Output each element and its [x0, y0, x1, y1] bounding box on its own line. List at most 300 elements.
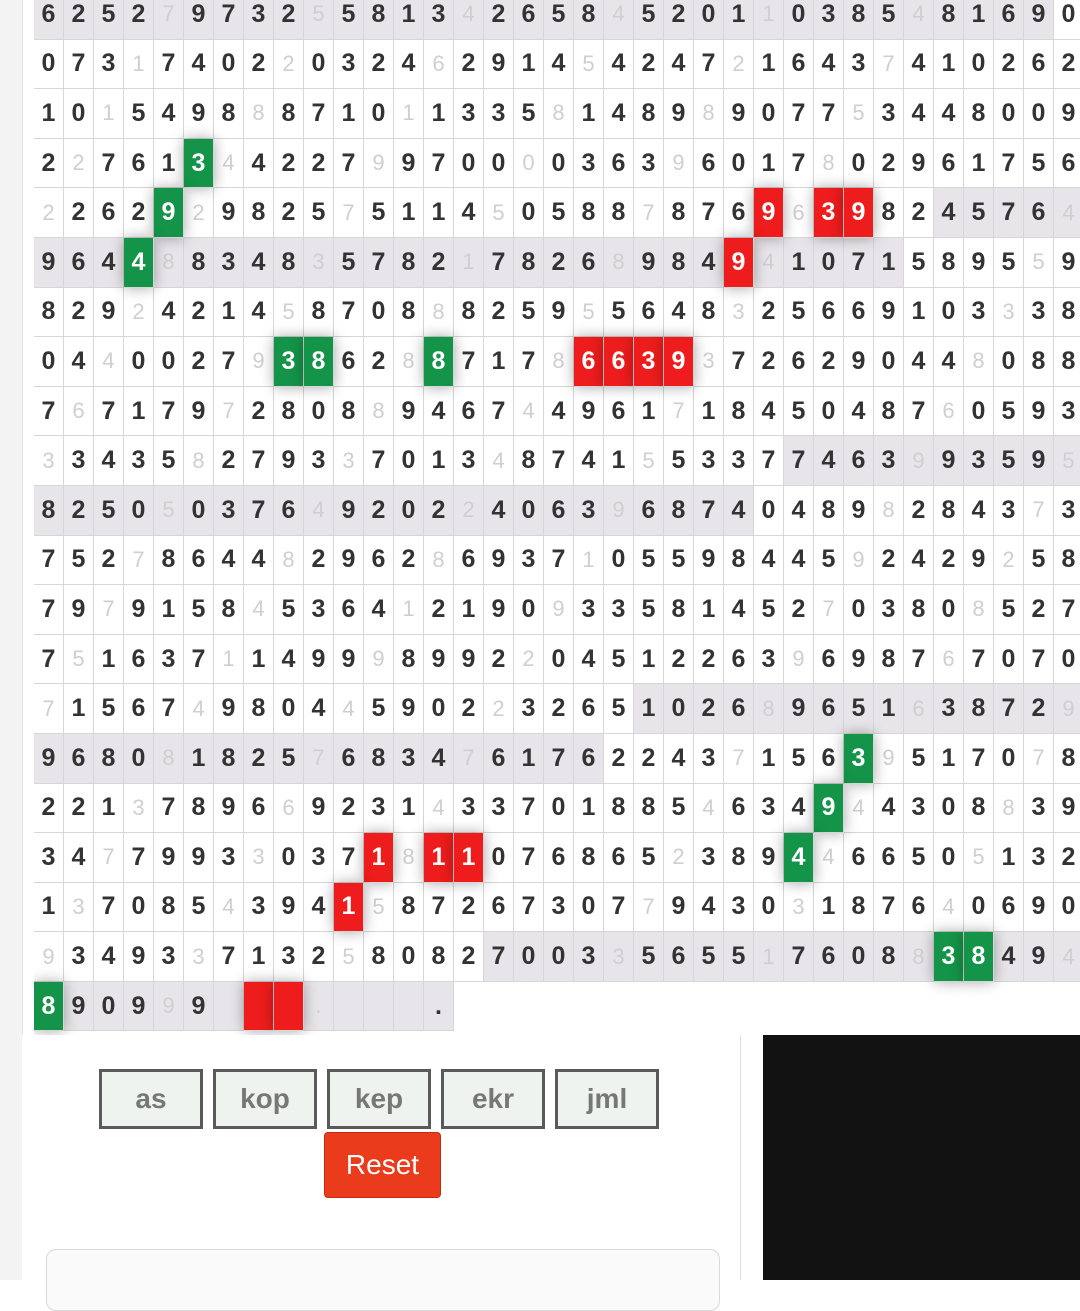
grid-cell[interactable]: 1 [424, 833, 454, 883]
grid-cell[interactable]: 7 [334, 833, 364, 883]
grid-cell[interactable]: 2 [664, 635, 694, 685]
grid-cell[interactable]: 0 [694, 0, 724, 40]
grid-cell[interactable]: 7 [184, 635, 214, 685]
grid-cell[interactable]: 8 [364, 387, 394, 437]
grid-cell[interactable]: 1 [634, 387, 664, 437]
grid-cell[interactable]: 9 [34, 238, 64, 288]
grid-cell[interactable]: 9 [124, 585, 154, 635]
grid-cell[interactable]: 5 [1024, 238, 1054, 288]
grid-cell[interactable]: 4 [604, 89, 634, 139]
grid-cell[interactable]: 2 [124, 0, 154, 40]
grid-cell[interactable]: 8 [994, 784, 1024, 834]
grid-cell[interactable]: 6 [934, 387, 964, 437]
grid-cell[interactable]: 0 [94, 982, 124, 1032]
grid-cell[interactable]: 2 [634, 40, 664, 90]
grid-cell[interactable]: 9 [154, 982, 184, 1032]
grid-cell[interactable]: 6 [184, 536, 214, 586]
grid-cell[interactable]: 8 [574, 188, 604, 238]
grid-cell[interactable]: 2 [994, 536, 1024, 586]
grid-cell[interactable]: 0 [394, 486, 424, 536]
grid-cell[interactable]: 3 [994, 288, 1024, 338]
grid-cell[interactable]: 7 [814, 89, 844, 139]
grid-cell[interactable]: 4 [304, 486, 334, 536]
grid-cell[interactable]: 8 [514, 238, 544, 288]
grid-cell[interactable]: 3 [724, 436, 754, 486]
grid-cell[interactable]: 8 [514, 436, 544, 486]
grid-cell[interactable]: 9 [1024, 932, 1054, 982]
grid-cell[interactable]: 7 [94, 883, 124, 933]
grid-cell[interactable]: 2 [754, 337, 784, 387]
grid-cell[interactable]: 3 [874, 89, 904, 139]
grid-cell[interactable]: 8 [964, 337, 994, 387]
grid-cell[interactable]: 2 [454, 684, 484, 734]
grid-cell[interactable]: 0 [514, 139, 544, 189]
grid-cell[interactable]: 6 [334, 337, 364, 387]
grid-cell[interactable]: 9 [304, 635, 334, 685]
grid-cell[interactable]: 2 [64, 0, 94, 40]
grid-cell[interactable]: 1 [634, 635, 664, 685]
grid-cell[interactable]: 1 [394, 188, 424, 238]
grid-cell[interactable]: 9 [724, 238, 754, 288]
grid-cell[interactable]: 6 [724, 684, 754, 734]
grid-cell[interactable]: 3 [814, 188, 844, 238]
grid-cell[interactable]: 8 [394, 883, 424, 933]
grid-cell[interactable]: 8 [964, 932, 994, 982]
grid-cell[interactable]: 5 [184, 585, 214, 635]
grid-cell[interactable]: 5 [274, 734, 304, 784]
grid-cell[interactable]: 0 [274, 833, 304, 883]
grid-cell[interactable]: 8 [34, 982, 64, 1032]
grid-cell[interactable]: 7 [724, 337, 754, 387]
grid-cell[interactable]: 2 [244, 40, 274, 90]
grid-cell[interactable]: 3 [454, 89, 484, 139]
grid-cell[interactable]: 8 [664, 188, 694, 238]
grid-cell[interactable]: 4 [784, 833, 814, 883]
grid-cell[interactable]: 1 [574, 784, 604, 834]
grid-cell[interactable]: 6 [94, 188, 124, 238]
grid-cell[interactable]: 6 [844, 833, 874, 883]
grid-cell[interactable]: 5 [544, 188, 574, 238]
grid-cell[interactable]: 0 [814, 387, 844, 437]
grid-cell[interactable]: 3 [934, 932, 964, 982]
grid-cell[interactable]: 9 [274, 883, 304, 933]
grid-cell[interactable]: 3 [154, 635, 184, 685]
grid-cell[interactable]: 8 [154, 883, 184, 933]
grid-cell[interactable]: 9 [1024, 436, 1054, 486]
grid-cell[interactable]: 6 [124, 684, 154, 734]
grid-cell[interactable]: 2 [904, 486, 934, 536]
grid-cell[interactable]: 7 [214, 387, 244, 437]
grid-cell[interactable]: 7 [454, 337, 484, 387]
grid-cell[interactable]: 1 [424, 188, 454, 238]
grid-cell[interactable]: 2 [484, 684, 514, 734]
grid-cell[interactable]: 8 [934, 486, 964, 536]
grid-cell[interactable]: 1 [874, 238, 904, 288]
grid-cell[interactable]: 4 [754, 238, 784, 288]
grid-cell[interactable]: 3 [694, 833, 724, 883]
grid-cell[interactable]: 8 [154, 238, 184, 288]
grid-cell[interactable]: 8 [964, 684, 994, 734]
grid-cell[interactable]: 8 [604, 238, 634, 288]
grid-cell[interactable]: 3 [964, 436, 994, 486]
grid-cell[interactable]: 3 [784, 883, 814, 933]
grid-cell[interactable]: 7 [994, 139, 1024, 189]
grid-cell[interactable]: 2 [604, 734, 634, 784]
grid-cell[interactable]: 5 [964, 833, 994, 883]
grid-cell[interactable]: 0 [304, 40, 334, 90]
grid-cell[interactable]: 8 [394, 288, 424, 338]
grid-cell[interactable]: 9 [124, 982, 154, 1032]
grid-cell[interactable]: 6 [904, 684, 934, 734]
grid-cell[interactable]: 1 [454, 833, 484, 883]
grid-cell[interactable]: 9 [214, 188, 244, 238]
grid-cell[interactable]: 7 [154, 40, 184, 90]
grid-cell[interactable]: 4 [934, 188, 964, 238]
grid-cell[interactable] [334, 982, 364, 1032]
grid-cell[interactable]: 6 [784, 337, 814, 387]
grid-cell[interactable]: 9 [484, 585, 514, 635]
grid-cell[interactable]: 4 [784, 486, 814, 536]
grid-cell[interactable]: 8 [574, 0, 604, 40]
grid-cell[interactable]: 6 [64, 734, 94, 784]
grid-cell[interactable]: 7 [544, 734, 574, 784]
grid-cell[interactable]: . [304, 982, 334, 1032]
grid-cell[interactable]: 8 [154, 734, 184, 784]
mode-button-kep[interactable]: kep [327, 1069, 431, 1129]
grid-cell[interactable]: 0 [994, 635, 1024, 685]
grid-cell[interactable]: 1 [904, 288, 934, 338]
grid-cell[interactable]: 0 [364, 288, 394, 338]
grid-cell[interactable]: 7 [154, 387, 184, 437]
grid-cell[interactable]: 5 [964, 188, 994, 238]
grid-cell[interactable]: 7 [664, 387, 694, 437]
grid-cell[interactable]: 2 [1024, 684, 1054, 734]
grid-cell[interactable]: 8 [874, 486, 904, 536]
grid-cell[interactable]: 6 [484, 883, 514, 933]
grid-cell[interactable]: 3 [754, 635, 784, 685]
grid-cell[interactable]: 9 [154, 188, 184, 238]
grid-cell[interactable]: 9 [214, 684, 244, 734]
grid-cell[interactable]: 9 [844, 536, 874, 586]
grid-cell[interactable]: 0 [454, 139, 484, 189]
grid-cell[interactable]: 9 [1054, 784, 1080, 834]
grid-cell[interactable]: 7 [124, 833, 154, 883]
grid-cell[interactable]: 8 [364, 0, 394, 40]
grid-cell[interactable]: 7 [634, 883, 664, 933]
grid-cell[interactable]: 8 [934, 238, 964, 288]
grid-cell[interactable]: 2 [64, 188, 94, 238]
grid-cell[interactable]: 8 [34, 288, 64, 338]
grid-cell[interactable]: 0 [934, 784, 964, 834]
grid-cell[interactable]: 8 [1054, 288, 1080, 338]
grid-cell[interactable]: 1 [154, 139, 184, 189]
grid-cell[interactable]: 9 [574, 387, 604, 437]
grid-cell[interactable]: 1 [454, 238, 484, 288]
grid-cell[interactable]: 8 [664, 585, 694, 635]
grid-cell[interactable]: 6 [244, 784, 274, 834]
grid-cell[interactable]: 5 [784, 387, 814, 437]
grid-cell[interactable]: 6 [544, 486, 574, 536]
grid-cell[interactable]: 7 [94, 585, 124, 635]
grid-cell[interactable]: 5 [634, 536, 664, 586]
grid-cell[interactable]: 1 [124, 387, 154, 437]
grid-cell[interactable]: 4 [664, 288, 694, 338]
grid-cell[interactable]: 9 [544, 585, 574, 635]
grid-cell[interactable]: 4 [694, 238, 724, 288]
grid-cell[interactable]: 2 [514, 635, 544, 685]
grid-cell[interactable]: 8 [724, 833, 754, 883]
grid-cell[interactable]: 4 [964, 486, 994, 536]
grid-cell[interactable]: 5 [574, 40, 604, 90]
grid-cell[interactable]: 6 [724, 188, 754, 238]
grid-cell[interactable]: 0 [34, 40, 64, 90]
grid-cell[interactable]: 4 [454, 0, 484, 40]
grid-cell[interactable]: 9 [184, 89, 214, 139]
grid-cell[interactable]: 9 [664, 139, 694, 189]
grid-cell[interactable]: 3 [484, 784, 514, 834]
grid-cell[interactable]: 5 [664, 784, 694, 834]
grid-cell[interactable]: 6 [574, 734, 604, 784]
grid-cell[interactable]: 9 [184, 982, 214, 1032]
grid-cell[interactable]: 0 [514, 585, 544, 635]
grid-cell[interactable]: 9 [364, 635, 394, 685]
grid-cell[interactable]: 6 [934, 139, 964, 189]
grid-cell[interactable]: 8 [34, 486, 64, 536]
grid-cell[interactable]: 4 [394, 40, 424, 90]
grid-cell[interactable]: 3 [64, 883, 94, 933]
grid-cell[interactable]: 4 [454, 188, 484, 238]
grid-cell[interactable]: 0 [784, 0, 814, 40]
grid-cell[interactable]: 9 [1024, 0, 1054, 40]
grid-cell[interactable]: 3 [634, 139, 664, 189]
grid-cell[interactable]: 9 [214, 784, 244, 834]
grid-cell[interactable]: 7 [484, 387, 514, 437]
grid-cell[interactable]: 6 [454, 387, 484, 437]
grid-cell[interactable]: 3 [334, 436, 364, 486]
grid-cell[interactable]: 3 [364, 784, 394, 834]
grid-cell[interactable]: 9 [964, 536, 994, 586]
grid-cell[interactable]: 3 [874, 585, 904, 635]
grid-cell[interactable]: 3 [694, 436, 724, 486]
grid-cell[interactable]: 6 [934, 635, 964, 685]
grid-cell[interactable]: 4 [184, 40, 214, 90]
grid-cell[interactable]: 0 [154, 337, 184, 387]
grid-cell[interactable]: 2 [304, 932, 334, 982]
grid-cell[interactable]: 3 [874, 436, 904, 486]
grid-cell[interactable]: 9 [394, 387, 424, 437]
grid-cell[interactable]: 6 [874, 833, 904, 883]
grid-cell[interactable]: 9 [844, 188, 874, 238]
grid-cell[interactable]: 8 [424, 536, 454, 586]
grid-cell[interactable]: 6 [574, 684, 604, 734]
grid-cell[interactable]: 9 [64, 982, 94, 1032]
grid-cell[interactable]: 9 [124, 932, 154, 982]
grid-cell[interactable]: 2 [34, 139, 64, 189]
grid-cell[interactable]: 9 [664, 337, 694, 387]
grid-cell[interactable]: 5 [64, 635, 94, 685]
grid-cell[interactable]: 1 [754, 932, 784, 982]
grid-cell[interactable]: 1 [814, 883, 844, 933]
grid-cell[interactable]: 2 [724, 40, 754, 90]
grid-cell[interactable]: 0 [1054, 0, 1080, 40]
grid-cell[interactable]: 6 [64, 238, 94, 288]
grid-cell[interactable]: 6 [1024, 188, 1054, 238]
grid-cell[interactable]: 6 [904, 883, 934, 933]
grid-cell[interactable]: 5 [754, 585, 784, 635]
grid-cell[interactable]: 1 [394, 585, 424, 635]
grid-cell[interactable]: 5 [604, 635, 634, 685]
grid-cell[interactable]: 9 [394, 684, 424, 734]
grid-cell[interactable]: 7 [544, 536, 574, 586]
grid-cell[interactable]: 8 [634, 89, 664, 139]
grid-cell[interactable]: 9 [754, 188, 784, 238]
grid-cell[interactable]: 2 [394, 536, 424, 586]
grid-cell[interactable]: 5 [274, 585, 304, 635]
grid-cell[interactable]: 2 [124, 288, 154, 338]
grid-cell[interactable]: 1 [94, 784, 124, 834]
grid-cell[interactable]: 8 [604, 188, 634, 238]
grid-cell[interactable]: 1 [634, 684, 664, 734]
grid-cell[interactable]: 4 [154, 288, 184, 338]
grid-cell[interactable]: 1 [34, 883, 64, 933]
grid-cell[interactable]: 1 [994, 833, 1024, 883]
grid-cell[interactable]: 5 [94, 684, 124, 734]
grid-cell[interactable]: 4 [934, 337, 964, 387]
grid-cell[interactable]: 7 [214, 932, 244, 982]
grid-cell[interactable]: 7 [94, 139, 124, 189]
grid-cell[interactable]: 0 [994, 337, 1024, 387]
grid-cell[interactable]: 3 [454, 436, 484, 486]
grid-cell[interactable]: 2 [1054, 833, 1080, 883]
grid-cell[interactable]: 4 [904, 40, 934, 90]
grid-cell[interactable]: 1 [244, 635, 274, 685]
grid-cell[interactable]: 8 [1054, 536, 1080, 586]
grid-cell[interactable]: 2 [364, 40, 394, 90]
grid-cell[interactable]: 7 [34, 387, 64, 437]
grid-cell[interactable]: 8 [604, 784, 634, 834]
grid-cell[interactable]: 9 [64, 585, 94, 635]
grid-cell[interactable]: 7 [1054, 585, 1080, 635]
grid-cell[interactable]: 2 [874, 536, 904, 586]
grid-cell[interactable]: 6 [724, 635, 754, 685]
grid-cell[interactable]: 6 [124, 139, 154, 189]
grid-cell[interactable]: 7 [634, 188, 664, 238]
grid-cell[interactable]: 0 [544, 932, 574, 982]
grid-cell[interactable]: 0 [844, 585, 874, 635]
grid-cell[interactable]: 9 [874, 734, 904, 784]
grid-cell[interactable]: 1 [394, 0, 424, 40]
grid-cell[interactable]: 7 [154, 784, 184, 834]
grid-cell[interactable]: 8 [694, 288, 724, 338]
grid-cell[interactable]: 2 [424, 486, 454, 536]
grid-cell[interactable]: 3 [574, 139, 604, 189]
grid-cell[interactable]: 0 [184, 486, 214, 536]
grid-cell[interactable]: 3 [694, 337, 724, 387]
grid-cell[interactable]: 5 [544, 0, 574, 40]
grid-cell[interactable]: 6 [334, 585, 364, 635]
grid-cell[interactable]: 4 [844, 387, 874, 437]
grid-cell[interactable]: 7 [874, 883, 904, 933]
grid-cell[interactable]: 5 [994, 387, 1024, 437]
grid-cell[interactable]: 0 [394, 436, 424, 486]
grid-cell[interactable]: 1 [934, 40, 964, 90]
grid-cell[interactable]: 5 [604, 288, 634, 338]
grid-cell[interactable]: 4 [334, 684, 364, 734]
number-grid-viewport[interactable] [34, 0, 1080, 1035]
grid-cell[interactable]: 1 [244, 932, 274, 982]
grid-cell[interactable]: 8 [664, 486, 694, 536]
grid-cell[interactable]: 2 [904, 188, 934, 238]
grid-cell[interactable]: 2 [784, 585, 814, 635]
grid-cell[interactable]: 7 [904, 387, 934, 437]
grid-cell[interactable]: 8 [394, 337, 424, 387]
grid-cell[interactable]: 7 [424, 139, 454, 189]
grid-cell[interactable]: 4 [64, 337, 94, 387]
grid-cell[interactable]: 3 [724, 288, 754, 338]
grid-cell[interactable]: 5 [514, 89, 544, 139]
grid-cell[interactable]: 5 [994, 436, 1024, 486]
grid-cell[interactable]: 9 [184, 833, 214, 883]
grid-cell[interactable]: 0 [934, 585, 964, 635]
grid-cell[interactable]: 5 [94, 0, 124, 40]
grid-cell[interactable]: 9 [154, 833, 184, 883]
grid-cell[interactable]: 2 [664, 0, 694, 40]
grid-cell[interactable]: 0 [124, 486, 154, 536]
grid-cell[interactable]: 5 [604, 684, 634, 734]
grid-cell[interactable]: 9 [184, 387, 214, 437]
grid-cell[interactable]: 7 [784, 139, 814, 189]
grid-cell[interactable]: 9 [544, 288, 574, 338]
grid-cell[interactable]: 3 [394, 734, 424, 784]
grid-cell[interactable]: 8 [1054, 734, 1080, 784]
grid-cell[interactable]: 9 [814, 784, 844, 834]
grid-cell[interactable]: 1 [424, 436, 454, 486]
grid-cell[interactable]: 9 [904, 139, 934, 189]
grid-cell[interactable]: 2 [814, 337, 844, 387]
grid-cell[interactable]: 4 [214, 139, 244, 189]
grid-cell[interactable]: 4 [994, 932, 1024, 982]
grid-cell[interactable]: 4 [94, 337, 124, 387]
grid-cell[interactable]: 5 [904, 833, 934, 883]
grid-cell[interactable]: 2 [34, 188, 64, 238]
grid-cell[interactable]: 2 [334, 784, 364, 834]
grid-cell[interactable]: 4 [124, 238, 154, 288]
grid-cell[interactable]: 8 [274, 238, 304, 288]
grid-cell[interactable]: 7 [424, 883, 454, 933]
grid-cell[interactable]: 9 [934, 436, 964, 486]
grid-cell[interactable]: 4 [544, 387, 574, 437]
grid-cell[interactable]: 4 [574, 436, 604, 486]
grid-cell[interactable]: 5 [334, 0, 364, 40]
grid-cell[interactable]: 0 [64, 89, 94, 139]
grid-cell[interactable]: 2 [274, 0, 304, 40]
grid-cell[interactable]: 3 [1054, 387, 1080, 437]
grid-cell[interactable]: 3 [544, 883, 574, 933]
grid-cell[interactable]: 1 [874, 684, 904, 734]
grid-cell[interactable]: 2 [454, 40, 484, 90]
grid-cell[interactable]: 4 [94, 932, 124, 982]
grid-cell[interactable]: 8 [214, 585, 244, 635]
grid-cell[interactable]: 8 [184, 238, 214, 288]
grid-cell[interactable]: 6 [124, 635, 154, 685]
grid-cell[interactable]: 4 [754, 387, 784, 437]
grid-cell[interactable]: 8 [304, 337, 334, 387]
grid-cell[interactable]: 5 [664, 536, 694, 586]
grid-cell[interactable]: 4 [694, 784, 724, 834]
grid-cell[interactable]: 9 [94, 288, 124, 338]
grid-cell[interactable]: 7 [1024, 734, 1054, 784]
grid-cell[interactable]: 7 [844, 238, 874, 288]
